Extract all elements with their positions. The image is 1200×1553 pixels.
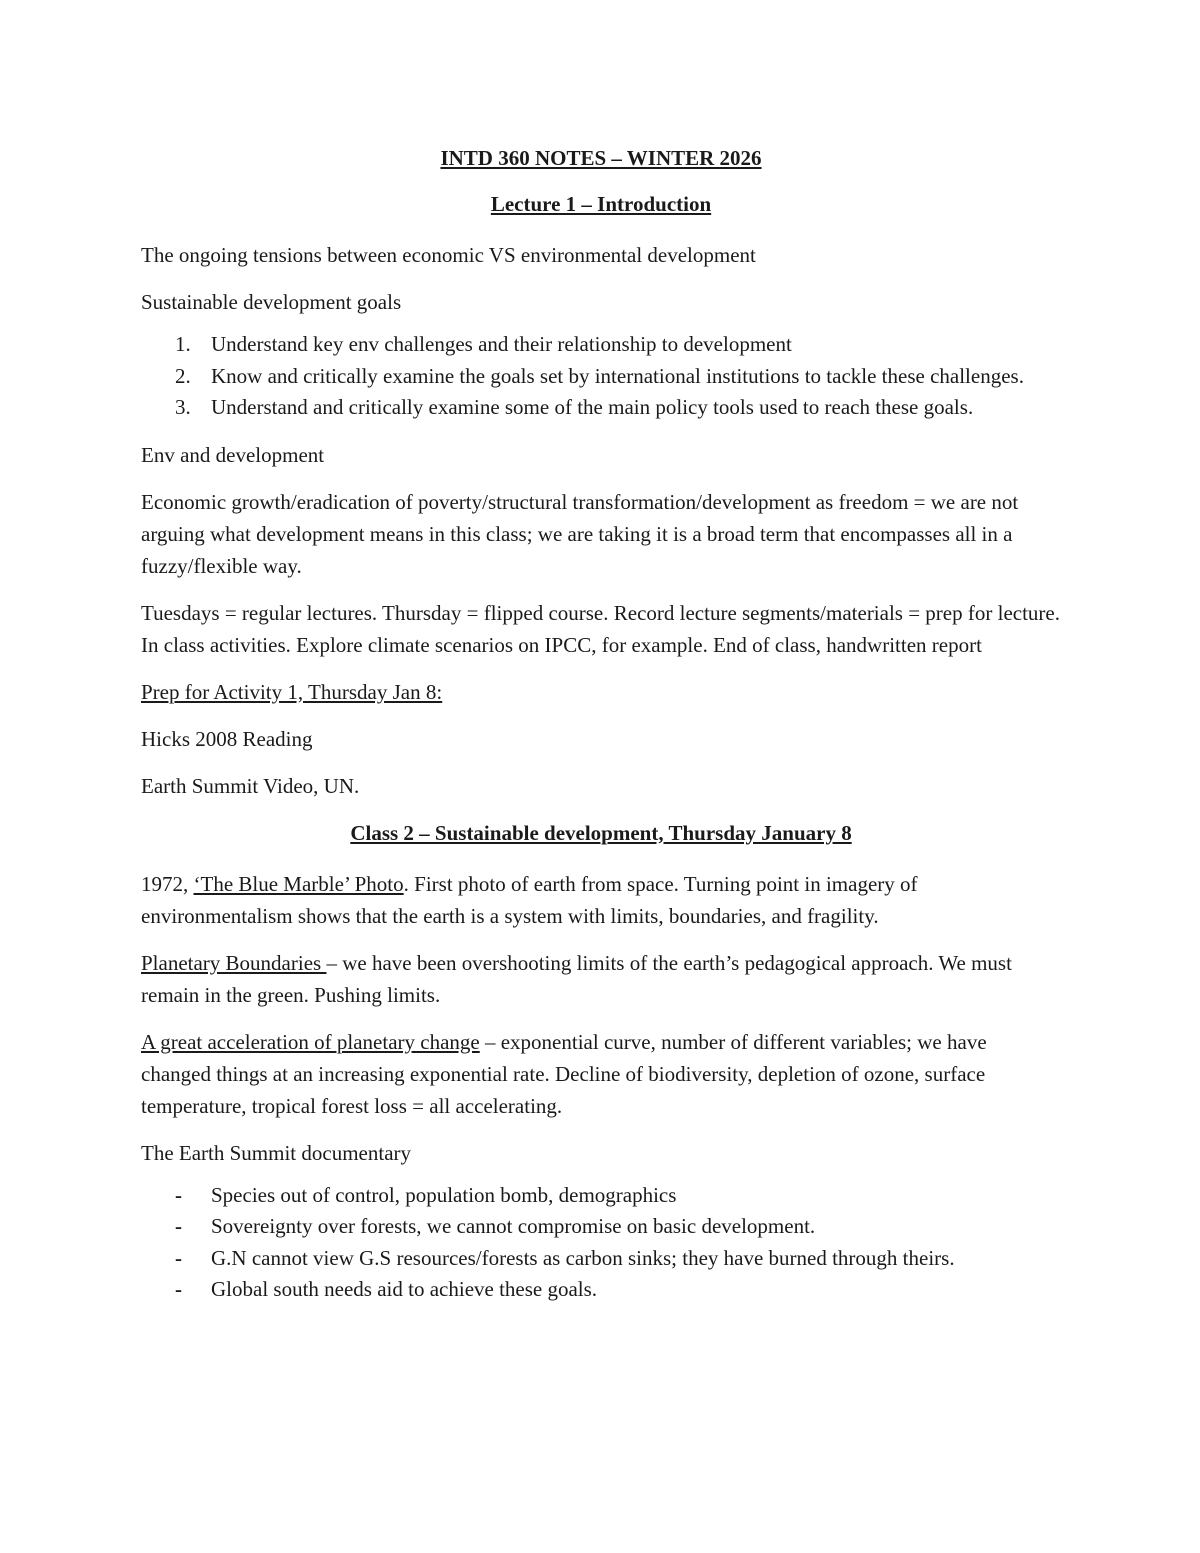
bullet-marker: - (175, 1245, 182, 1270)
list-number: 2. (175, 363, 191, 388)
list-item-text: Sovereignty over forests, we cannot compromise on basic development. (211, 1214, 816, 1238)
underlined-term: A great acceleration of planetary change (141, 1029, 480, 1054)
text-span: . First photo of earth from space. Turning point in imagery of environmentalism shows that the earth is a system with limits, boundaries, and fragility. (141, 871, 918, 928)
paragraph: Sustainable development goals (141, 290, 402, 314)
underlined-term: ‘The Blue Marble’ Photo (193, 871, 404, 896)
goals-list (141, 329, 1061, 424)
bullet-list (141, 1180, 1061, 1306)
list-item (141, 1243, 1061, 1275)
paragraph: Economic growth/eradication of poverty/structural transformation/development as freedom = we are not arguing what development means in this class; we are taking it is a broad term that encompasses all in a fuzzy/flexible way. (141, 489, 1019, 578)
class2-heading: Class 2 – Sustainable development, Thursday January 8 (350, 820, 852, 845)
paragraph (141, 947, 1061, 1011)
document-page (141, 140, 1061, 1321)
paragraph: The ongoing tensions between economic VS environmental development (141, 243, 756, 267)
list-item (141, 1211, 1061, 1243)
paragraph: The Earth Summit documentary (141, 1140, 412, 1165)
list-number: 1. (175, 332, 191, 356)
bullet-marker: - (175, 1182, 182, 1207)
paragraph (141, 1026, 1061, 1122)
list-item (141, 1180, 1061, 1212)
bullet-marker: - (175, 1277, 182, 1301)
list-number: 3. (175, 395, 191, 419)
bullet-marker: - (175, 1214, 182, 1238)
list-item (141, 392, 1061, 424)
list-item-text: Understand key env challenges and their relationship to development (211, 332, 792, 356)
paragraph: Hicks 2008 Reading (141, 726, 313, 751)
list-item-text: Know and critically examine the goals set by international institutions to tackle these challenges. (211, 363, 1024, 388)
list-item (141, 1274, 1061, 1306)
paragraph (141, 868, 1061, 932)
lecture1-heading: Lecture 1 – Introduction (490, 192, 712, 216)
prep-heading (141, 676, 1061, 708)
list-item (141, 361, 1061, 393)
prep-heading-text: Prep for Activity 1, Thursday Jan 8: (141, 679, 443, 704)
paragraph: Tuesdays = regular lectures. Thursday = flipped course. Record lecture segments/materials = prep for lecture. In class activities. Explore climate scenarios on IPCC, for example. End of class, handwritten report (141, 600, 1060, 657)
text-span: – we have been overshooting limits of the earth’s pedagogical approach. We must remain in the green. Pushing limits. (141, 950, 1012, 1007)
list-item-text: Global south needs aid to achieve these goals. (211, 1277, 598, 1301)
text-span: 1972, (141, 871, 194, 896)
paragraph: Env and development (141, 442, 325, 467)
text-span: – exponential curve, number of different variables; we have changed things at an increasing exponential rate. Decline of biodiversity, depletion of ozone, surface temperature, tropical forest loss = all accelerating. (141, 1029, 987, 1118)
list-item-text: G.N cannot view G.S resources/forests as carbon sinks; they have burned through theirs. (211, 1245, 955, 1270)
list-item-text: Understand and critically examine some of the main policy tools used to reach these goals. (211, 395, 974, 419)
list-item-text: Species out of control, population bomb, demographics (211, 1182, 677, 1207)
document-title: INTD 360 NOTES – WINTER 2026 (440, 146, 762, 170)
paragraph: Earth Summit Video, UN. (141, 773, 360, 798)
underlined-term: Planetary Boundaries (141, 950, 327, 975)
list-item (141, 329, 1061, 361)
